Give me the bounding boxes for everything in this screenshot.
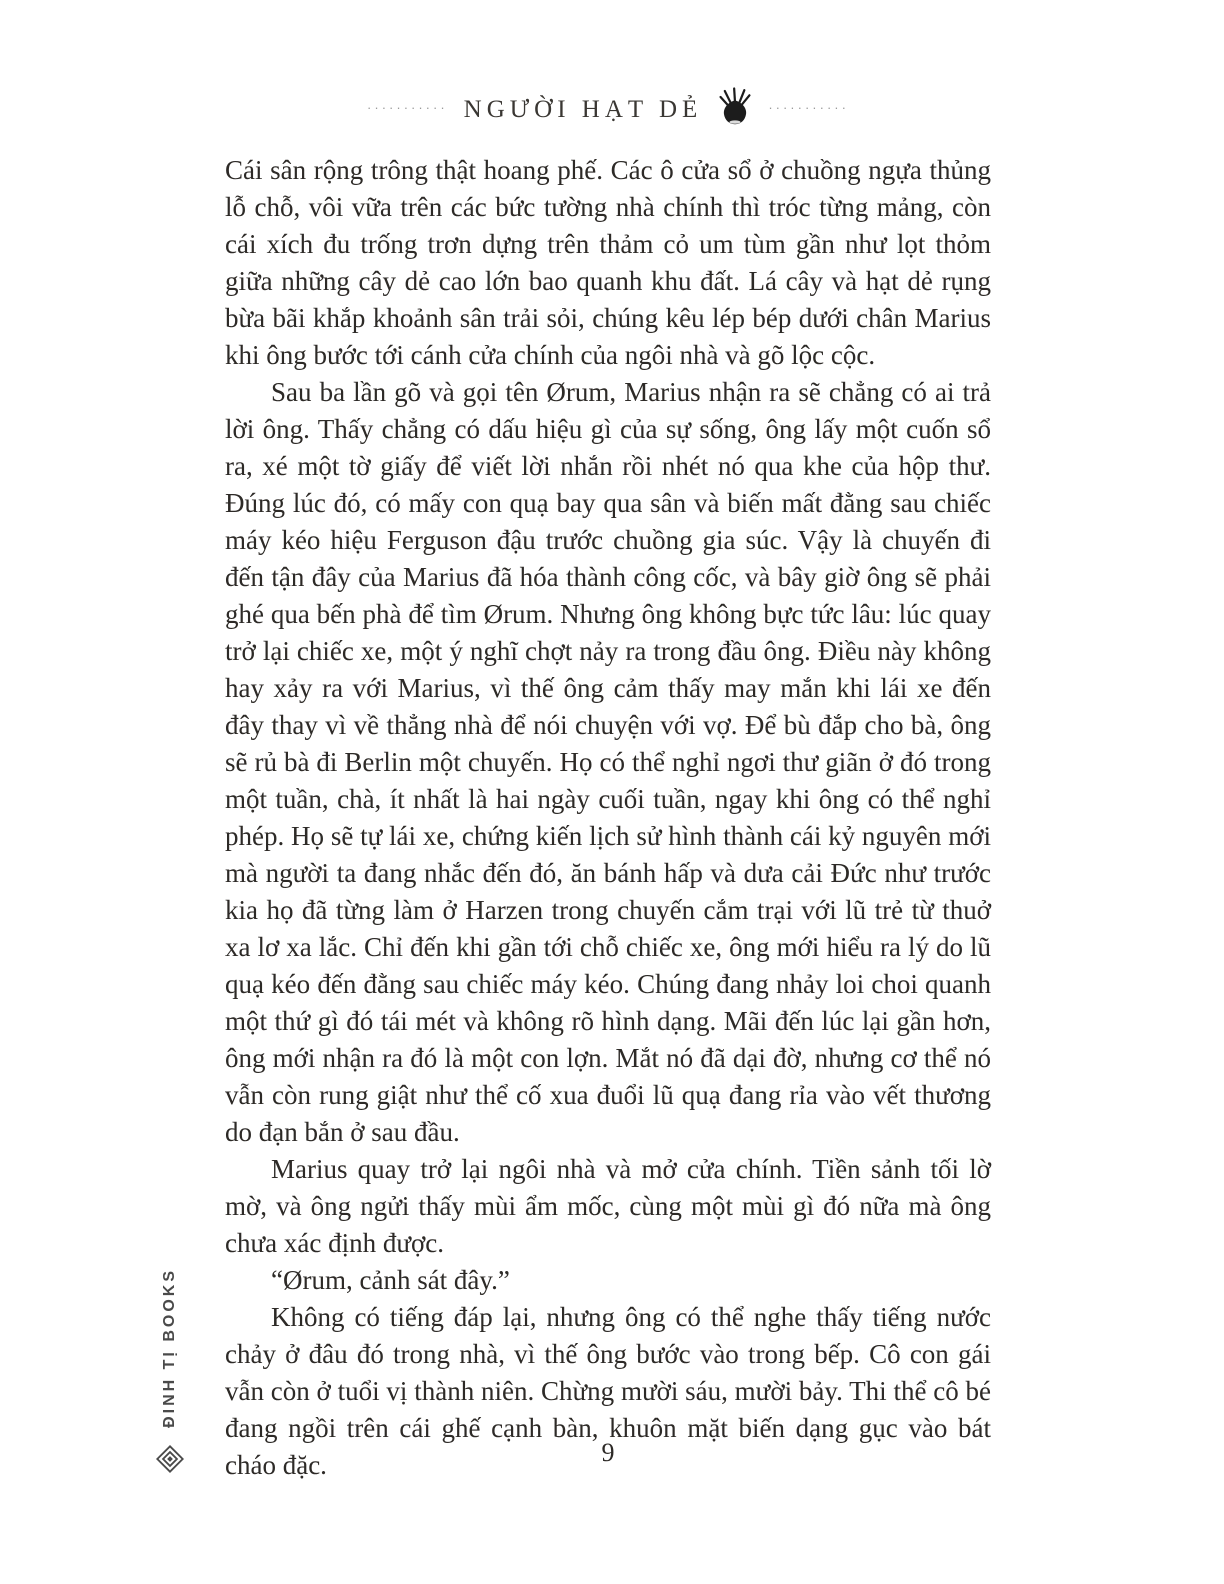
publisher-spine xyxy=(148,1268,192,1474)
publisher-name: ĐINH TỊ BOOKS xyxy=(161,1268,178,1428)
paragraph: Cái sân rộng trông thật hoang phế. Các ô cửa sổ ở chuồng ngựa thủng lỗ chỗ, vôi vữa trên các bức tường nhà chính thì tróc từng mảng, còn cái xích đu trống trơn dựng trên thảm cỏ um tùm gần như lọt thỏm giữa những cây dẻ cao lớn bao quanh khu đất. Lá cây và hạt dẻ rụng bừa bãi khắp khoảnh sân trải sỏi, chúng kêu lép bép dưới chân Marius khi ông bước tới cánh cửa chính của ngôi nhà và gõ lộc cộc. xyxy=(225,155,991,370)
header-ornament-left: ··········· xyxy=(367,100,448,115)
paragraph: Không có tiếng đáp lại, nhưng ông có thể nghe thấy tiếng nước chảy ở đâu đó trong nhà, vì thế ông bước vào trong bếp. Cô con gái vẫn còn ở tuổi vị thành niên. Chừng mười sáu, mười bảy. Thi thể cô bé đang ngồi trên cái ghế cạnh bàn, khuôn mặt biến dạng gục vào bát cháo đặc. xyxy=(225,1302,991,1480)
header-ornament-right: ··········· xyxy=(768,100,849,115)
paragraph: Sau ba lần gõ và gọi tên Ørum, Marius nhận ra sẽ chẳng có ai trả lời ông. Thấy chẳng có dấu hiệu gì của sự sống, ông lấy một cuốn sổ ra, xé một tờ giấy để viết lời nhắn rồi nhét nó qua khe của hộp thư. Đúng lúc đó, có mấy con quạ bay qua sân và biến mất đằng sau chiếc máy kéo hiệu Ferguson đậu trước chuồng gia súc. Vậy là chuyến đi đến tận đây của Marius đã hóa thành công cốc, và bây giờ ông sẽ phải ghé qua bến phà để tìm Ørum. Nhưng ông không bực tức lâu: lúc quay trở lại chiếc xe, một ý nghĩ chợt nảy ra trong đầu ông. Điều này không hay xảy ra với Marius, vì thế ông cảm thấy may mắn khi lái xe đến đây thay vì về thẳng nhà để nói chuyện với vợ. Để bù đắp cho bà, ông sẽ rủ bà đi Berlin một chuyến. Họ có thể nghỉ ngơi thư giãn ở đó trong một tuần, chà, ít nhất là hai ngày cuối tuần, ngay khi ông có thể nghỉ phép. Họ sẽ tự lái xe, chứng kiến lịch sử hình thành cái kỷ nguyên mới mà người ta đang nhắc đến đó, ăn bánh hấp và dưa cải Đức như trước kia họ đã từng làm ở Harzen trong chuyến cắm trại với lũ trẻ từ thuở xa lơ xa lắc. Chỉ đến khi gần tới chỗ chiếc xe, ông mới hiểu ra lý do lũ quạ kéo đến đằng sau chiếc máy kéo. Chúng đang nhảy loi choi quanh một thứ gì đó tái mét và không rõ hình dạng. Mãi đến lúc lại gần hơn, ông mới nhận ra đó là một con lợn. Mắt nó đã dại đờ, nhưng cơ thể nó vẫn còn rung giật như thể cố xua đuổi lũ quạ đang rỉa vào vết thương do đạn bắn ở sau đầu. xyxy=(225,377,991,1147)
running-header xyxy=(225,88,991,131)
page-body xyxy=(225,152,991,1484)
book-title: NGƯỜI HẠT DẺ xyxy=(463,95,703,123)
page-footer xyxy=(225,1438,991,1468)
chestnut-icon xyxy=(718,84,752,127)
paragraph: Marius quay trở lại ngôi nhà và mở cửa chính. Tiền sảnh tối lờ mờ, và ông ngửi thấy mùi ẩm mốc, cùng một mùi gì đó nữa mà ông chưa xác định được. xyxy=(225,1154,991,1258)
paragraph-dialogue: “Ørum, cảnh sát đây.” xyxy=(271,1265,510,1295)
publisher-logo-icon xyxy=(155,1444,185,1474)
page-number: 9 xyxy=(601,1438,615,1467)
